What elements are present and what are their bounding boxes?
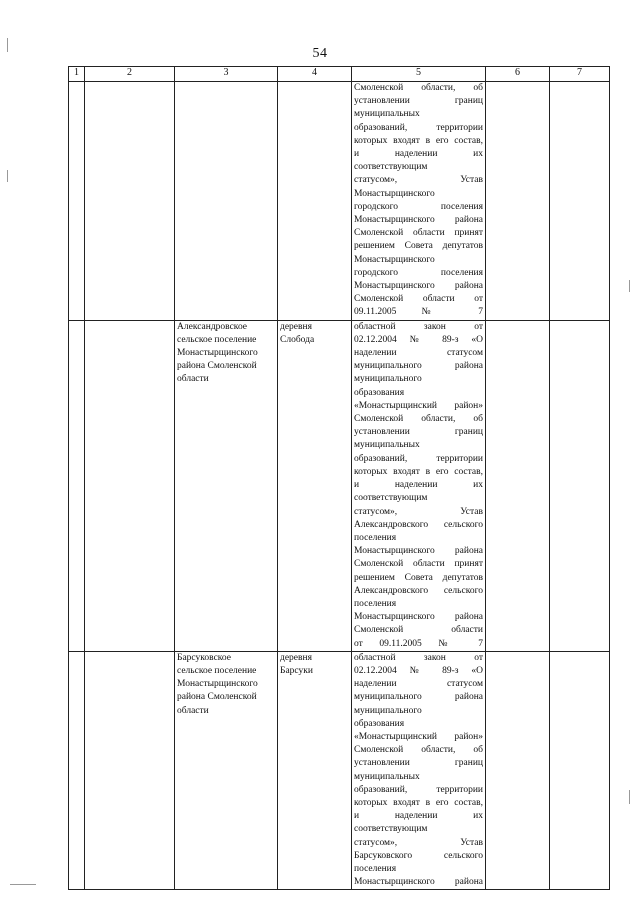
table-cell <box>85 320 175 651</box>
table-cell <box>486 82 550 321</box>
column-header: 2 <box>85 67 175 82</box>
column-header: 3 <box>175 67 278 82</box>
center-cell: деревня Барсуки <box>278 651 352 890</box>
legal-basis-cell: областной закон от 02.12.2004 № 89-з «О наделении статусом муниципального района муниципального образования «Монастырщинский район» Смоленской области, об установлении границ муниципальных образований, территории которых входят в его состав, и наделении их соответствующим статусом», Устав Барсуковского сельского поселения Монастырщинского района <box>352 651 486 890</box>
table-cell <box>69 82 85 321</box>
column-header: 6 <box>486 67 550 82</box>
table-header-row <box>69 67 610 82</box>
table-row <box>69 320 610 651</box>
scan-margin-mark <box>629 790 630 804</box>
table-cell <box>486 651 550 890</box>
table-cell <box>550 320 610 651</box>
column-header: 4 <box>278 67 352 82</box>
table-cell <box>85 651 175 890</box>
table-cell <box>69 320 85 651</box>
table-cell <box>69 651 85 890</box>
table-cell <box>550 82 610 321</box>
scan-margin-mark <box>629 280 630 292</box>
settlement-cell: Барсуковское сельское поселение Монастырщинского района Смоленской области <box>175 651 278 890</box>
center-cell <box>278 82 352 321</box>
table-cell <box>85 82 175 321</box>
document-table <box>68 66 610 890</box>
column-header: 7 <box>550 67 610 82</box>
table-cell <box>486 320 550 651</box>
center-cell: деревня Слобода <box>278 320 352 651</box>
legal-basis-cell: Смоленской области, об установлении границ муниципальных образований, территории которых входят в его состав, и наделении их соответствующим статусом», Устав Монастырщинского городского поселения Монастырщинского района Смоленской области принят решением Совета депутатов Монастырщинского городского поселения Монастырщинского района Смоленской области от 09.11.2005 № 7 <box>352 82 486 321</box>
settlement-cell: Александровское сельское поселение Монастырщинского района Смоленской области <box>175 320 278 651</box>
table-cell <box>550 651 610 890</box>
page-number: 54 <box>312 46 328 61</box>
table-row <box>69 651 610 890</box>
column-header: 1 <box>69 67 85 82</box>
scan-margin-mark <box>7 38 8 52</box>
settlement-cell <box>175 82 278 321</box>
column-header: 5 <box>352 67 486 82</box>
legal-basis-cell: областной закон от 02.12.2004 № 89-з «О наделении статусом муниципального района муниципального образования «Монастырщинский район» Смоленской области, об установлении границ муниципальных образований, территории которых входят в его состав, и наделении их соответствующим статусом», Устав Александровского сельского поселения Монастырщинского района Смоленской области принят решением Совета депутатов Александровского сельского поселения Монастырщинского района Смоленской области от 09.11.2005 № 7 <box>352 320 486 651</box>
table-row <box>69 82 610 321</box>
scan-margin-mark <box>7 170 8 182</box>
scan-margin-mark <box>10 884 36 885</box>
